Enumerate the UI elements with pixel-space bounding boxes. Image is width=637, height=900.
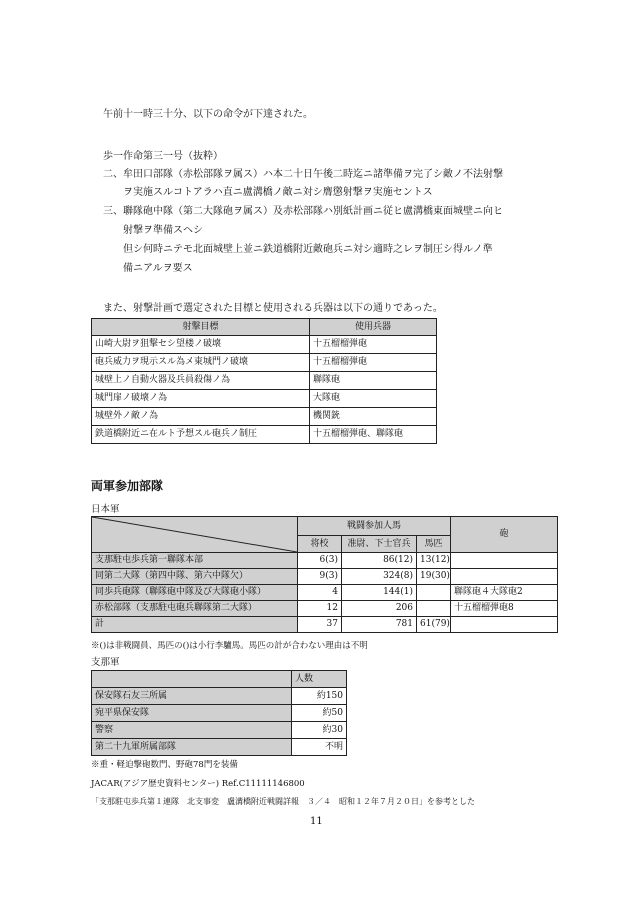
- china-count-header: 人数: [292, 671, 347, 688]
- section-title: 両軍参加部隊: [91, 479, 164, 493]
- fire-plan-target: 城壁外ノ敵ノ為: [92, 408, 310, 426]
- order-item-3-line-3: 但シ何時ニテモ北面城壁上並ニ鉄道橋附近敵砲兵ニ対シ適時之レヲ制圧シ得ルノ準: [123, 244, 493, 255]
- japan-guns: [451, 553, 558, 569]
- japan-nco: 206: [342, 601, 417, 617]
- japan-officers-total: 37: [298, 617, 342, 633]
- japan-label: 日本軍: [91, 504, 120, 515]
- japan-officers-header: 将校: [298, 536, 342, 553]
- japan-nco: 86(12): [342, 553, 417, 569]
- table-row: [92, 408, 437, 426]
- table-row: [92, 569, 558, 585]
- fire-plan-header-target: 射撃目標: [92, 319, 310, 336]
- japan-nco-header: 准尉、下士官兵: [342, 536, 417, 553]
- china-unit-name: 保安隊石友三所属: [92, 688, 292, 705]
- table-row: [92, 553, 558, 569]
- japan-horses: [417, 601, 451, 617]
- japan-horses-total: 61(79): [417, 617, 451, 633]
- china-note: ※重・軽迫撃砲数門、野砲78門を装備: [91, 760, 238, 770]
- japan-nco: 324(8): [342, 569, 417, 585]
- japan-horses: 13(12): [417, 553, 451, 569]
- china-unit-count: 約150: [292, 688, 347, 705]
- fire-plan-table: [91, 318, 437, 444]
- china-unit-count: 不明: [292, 739, 347, 756]
- china-label: 支那軍: [91, 657, 120, 668]
- table-row: [92, 390, 437, 408]
- fire-plan-weapon: 十五榴榴弾砲: [310, 354, 437, 372]
- japan-units-table: [91, 516, 558, 633]
- table-row: [92, 739, 347, 756]
- plan-intro-text: また、射撃計画で選定された目標と使用される兵器は以下の通りであった。: [103, 303, 443, 314]
- china-unit-count: 約30: [292, 722, 347, 739]
- table-row: [92, 688, 347, 705]
- japan-guns: 聯隊砲４大隊砲2: [451, 585, 558, 601]
- japan-officers: 9(3): [298, 569, 342, 585]
- fire-plan-target: 山崎大尉ヲ狙撃セシ望楼ノ破壊: [92, 336, 310, 354]
- fire-plan-target: 城門扉ノ破壊ノ為: [92, 390, 310, 408]
- china-unit-name: 第二十九軍所属部隊: [92, 739, 292, 756]
- japan-note: ※()は非戦闘員、馬匹の()は小行李驢馬。馬匹の計が合わない理由は不明: [91, 641, 368, 651]
- order-title: 歩一作命第三一号（抜粋）: [103, 151, 223, 162]
- order-item-2-line-1: 二、牟田口部隊（赤松部隊ヲ属ス）ハ本二十日午後二時迄ニ諸準備ヲ完了シ敵ノ不法射撃: [103, 169, 503, 180]
- table-row: [92, 372, 437, 390]
- japan-gun-header: 砲: [451, 517, 558, 553]
- japan-nco-total: 781: [342, 617, 417, 633]
- intro-text: 午前十一時三十分、以下の命令が下達された。: [103, 109, 313, 120]
- china-unit-name: 宛平県保安隊: [92, 705, 292, 722]
- fire-plan-weapon: 機関銃: [310, 408, 437, 426]
- order-item-3-line-4: 備ニアルヲ要ス: [123, 263, 193, 274]
- fire-plan-header-weapon: 使用兵器: [310, 319, 437, 336]
- japan-guns-total: [451, 617, 558, 633]
- fire-plan-target: 鉄道橋附近ニ在ルト予想スル砲兵ノ制圧: [92, 426, 310, 444]
- table-row: [92, 354, 437, 372]
- table-row: [92, 705, 347, 722]
- fire-plan-target: 砲兵威力ヲ現示スル為メ東城門ノ破壊: [92, 354, 310, 372]
- japan-horses: [417, 585, 451, 601]
- japan-unit-name: 同歩兵砲隊（聯隊砲中隊及び大隊砲小隊）: [92, 585, 298, 601]
- diagonal-header-cell: [92, 517, 298, 553]
- japan-guns: 十五榴榴弾砲8: [451, 601, 558, 617]
- order-item-2-line-2: ヲ実施スルコトアラハ直ニ盧溝橋ノ敵ニ対シ膺懲射撃ヲ実施セントス: [123, 187, 433, 198]
- order-item-3-line-2: 射撃ヲ準備スヘシ: [123, 225, 203, 236]
- table-row: [92, 585, 558, 601]
- japan-officers: 6(3): [298, 553, 342, 569]
- japan-unit-name: 支那駐屯歩兵第一聯隊本部: [92, 553, 298, 569]
- japan-unit-name: 同第二大隊（第四中隊、第六中隊欠）: [92, 569, 298, 585]
- source-reference: JACAR(アジア歴史資料センター) Ref.C11111146800: [91, 779, 305, 789]
- table-row: [92, 426, 437, 444]
- china-unit-count: 約50: [292, 705, 347, 722]
- china-units-table: [91, 670, 347, 756]
- table-row: [92, 722, 347, 739]
- japan-horses-header: 馬匹: [417, 536, 451, 553]
- japan-total-label: 計: [92, 617, 298, 633]
- fire-plan-weapon: 十五榴榴弾砲、聯隊砲: [310, 426, 437, 444]
- source-citation: 「支那駐屯歩兵第１連隊 北支事変 盧溝橋附近戦闘詳報 ３／４ 昭和１２年７月２０日」を参考とした: [91, 797, 475, 806]
- japan-officers: 4: [298, 585, 342, 601]
- japan-group-header: 戦闘参加人馬: [298, 517, 451, 536]
- fire-plan-target: 城壁上ノ自動火器及兵員殺傷ノ為: [92, 372, 310, 390]
- japan-guns: [451, 569, 558, 585]
- table-row-total: [92, 617, 558, 633]
- china-blank-header: [92, 671, 292, 688]
- table-row: [92, 336, 437, 354]
- fire-plan-weapon: 大隊砲: [310, 390, 437, 408]
- fire-plan-weapon: 十五榴榴弾砲: [310, 336, 437, 354]
- japan-unit-name: 赤松部隊（支那駐屯砲兵聯隊第二大隊）: [92, 601, 298, 617]
- page-number: 11: [310, 816, 323, 827]
- table-row: [92, 601, 558, 617]
- order-item-3-line-1: 三、聯隊砲中隊（第二大隊砲ヲ属ス）及赤松部隊ハ別紙計画ニ従ヒ盧溝橋東面城壁ニ向ヒ: [103, 206, 503, 217]
- japan-horses: 19(30): [417, 569, 451, 585]
- japan-officers: 12: [298, 601, 342, 617]
- fire-plan-weapon: 聯隊砲: [310, 372, 437, 390]
- japan-nco: 144(1): [342, 585, 417, 601]
- china-unit-name: 警察: [92, 722, 292, 739]
